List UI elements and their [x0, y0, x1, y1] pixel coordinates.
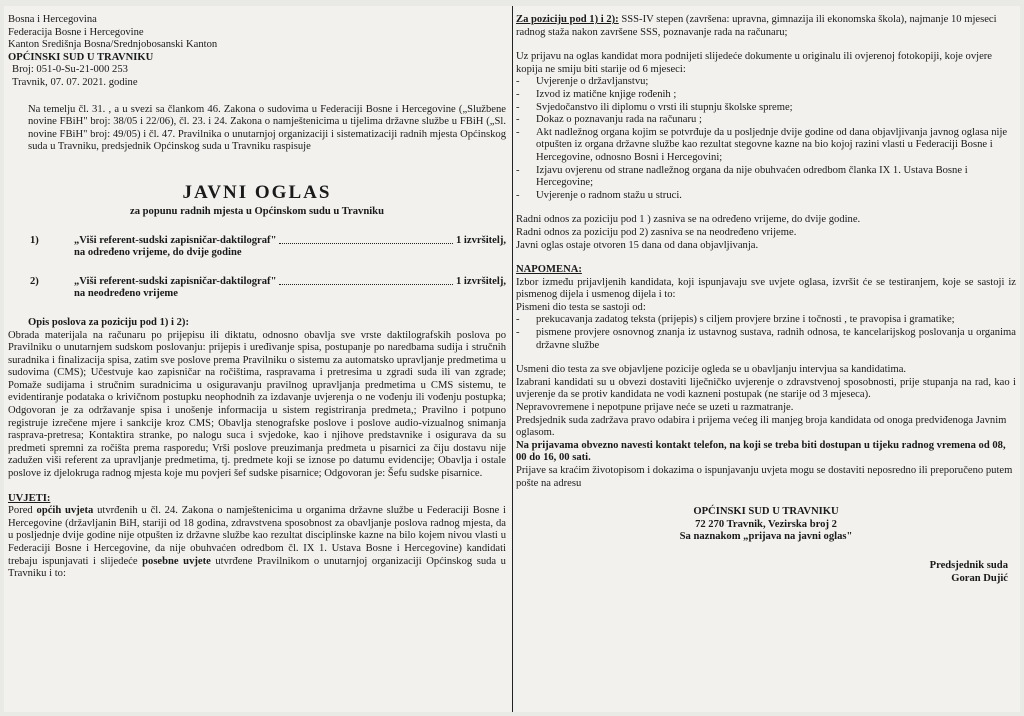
- position-name: „Viši referent-sudski zapisničar-daktilograf": [74, 234, 277, 246]
- court-name: OPĆINSKI SUD U TRAVNIKU: [8, 51, 154, 63]
- special-conditions-label: Za poziciju pod 1) i 2):: [516, 14, 619, 25]
- signature-name: Goran Dujić: [951, 572, 1008, 584]
- conditions-text: [8, 505, 506, 581]
- list-item: - Uvjerenje o radnom stažu u struci.: [516, 190, 1016, 203]
- special-conditions-text: SSS-IV stepen (završena: upravna, gimnazija ili ekonomska škola), najmanje 10 mjeseci radnog staža nakon završene SSS, poznavanje rada na računaru;: [516, 14, 997, 38]
- list-item: - Izjavu ovjerenu od strane nadležnog organa da nije obuhvaćen odredbom članka IX 1. Ustava Bosne i Hercegovine;: [516, 165, 1016, 190]
- header-line: Kanton Središnja Bosna/Srednjobosanski Kanton: [8, 39, 218, 51]
- oral-test: Usmeni dio testa za sve objavljene pozicije ogleda se u obavljanju intervjua sa kandidatima.: [516, 364, 907, 376]
- position-count: 1 izvršitelj,: [455, 275, 506, 287]
- list-item-text: Uvjerenje o državljanstvu;: [536, 76, 649, 88]
- conditions-special-label: posebne uvjete: [142, 555, 211, 567]
- medical-note: Izabrani kandidati su u obvezi dostaviti liječničko uvjerenje o zdravstvenoj sposobnosti, prije stupanja na rad, kao i uvjerenje da se protiv kandidata ne vodi kazneni postupak (ne starije od 3 mjeseca).: [516, 376, 1016, 401]
- address-street: 72 270 Travnik, Vezirska broj 2: [695, 518, 837, 530]
- notes-intro: Izbor između prijavljenih kandidata, koji ispunjavaju sve uvjete oglasa, izvršit će se testiranjem, koje se sastoji iz pismenog dijela i usmenog dijela i to:: [516, 276, 1016, 301]
- list-item-text: Svjedočanstvo ili diplomu o vrsti ili stupnju školske spreme;: [536, 101, 793, 113]
- signature-role: Predsjednik suda: [929, 559, 1008, 571]
- duties-text: Obrada materijala na računaru po prijepisu ili diktatu, odnosno obavlja sve vrste daktilografskih poslova po Pravilniku o unutarnjem sudskom poslovanju: prijepis i uređivanje spisa, postupanje po naredbama sudija i stručnih suradnika i finalizacija spisa, zatim sve poslove prema Pravilniku o sistemu za automatsko upravljanje predmetima u sudovima (CMS); Učestvuje kao zapisničar na ročištima, raspravama i pretresima u zgradi suda ili van zgrade; Pomaže sudijama i stručnim suradnicima u osiguravanju pravilnog upravljanja predmetima u CMS sistemu, te evidentiranje podataka o krivičnom postupku neophodnih za izdavanje uvjerenja o ne vođenju ili vođenju postupka; Odgovoran je za održavanje spisa i unošenje informacija u sistem registriranja predmeta,; Pravilno i potpuno registruje izrečene mjere i sankcije kroz CMS; Obavlja stenografske poslove i poslove audio-vizualnog snimanja rasprava-pretresa; Kontaktira stranke, po nalogu suca i svjedoke, kao i njihove predstavnike i osigurava da su predmeti spremni za ročišta prema rasporedu; Vrši poslove preuzimanja predmeta u pisarnici za čiju dostavu nije zadužen viši referent za upravljanje predmetima, tj. predmete koji se iznose po datumu evidencije; Obavlja i ostale poslove iz djelokruga radnog mjesta koje mu povjeri šef sudske pisarnice; Odgovoran je: Šefu sudske pisarnice.: [8, 329, 506, 480]
- header-line: Bosna i Hercegovina: [8, 14, 97, 25]
- conditions-part: Pored: [8, 505, 37, 517]
- list-item-text: pismene provjere osnovnog znanja iz ustavnog sustava, radnih odnosa, te kancelarijskog poslovanja u organima državne službe: [536, 327, 1016, 351]
- position-number: 1): [30, 234, 39, 246]
- term-line: Radni odnos za poziciju pod 1 ) zasniva se na određeno vrijeme, do dvije godine.: [516, 214, 861, 226]
- list-item-text: Izjavu ovjerenu od strane nadležnog organa da nije obuhvaćen odredbom članka IX 1. Ustava Bosne i Hercegovine;: [536, 164, 968, 189]
- special-conditions: [516, 14, 1016, 39]
- written-test-list: [516, 314, 1016, 352]
- list-item-text: Uvjerenje o radnom stažu u struci.: [536, 189, 682, 201]
- list-item: - Svjedočanstvo ili diplomu o vrsti ili stupnju školske spreme;: [516, 102, 1016, 115]
- right-column: [516, 6, 1016, 712]
- document-date: Travnik, 07. 07. 2021. godine: [12, 76, 138, 88]
- dot-leader: [279, 276, 453, 286]
- list-item: - Izvod iz matične knjige rođenih ;: [516, 89, 1016, 102]
- notes-heading: NAPOMENA:: [516, 264, 582, 276]
- documents-intro: Uz prijavu na oglas kandidat mora podnijeti slijedeće dokumente u originalu ili ovjerenoj fotokopiji, koje ovjere kopija ne smiju biti starije od 6 mjeseci:: [516, 51, 993, 75]
- list-item-text: prekucavanja zadatog teksta (prijepis) s ciljem provjere brzine i točnosti , te pravopisa i gramatike;: [536, 314, 955, 326]
- position-name: „Viši referent-sudski zapisničar-daktilograf": [74, 275, 277, 287]
- list-item: - prekucavanja zadatog teksta (prijepis) s ciljem provjere brzine i točnosti , te pravopisa i gramatike;: [516, 314, 1016, 327]
- term-line: Javni oglas ostaje otvoren 15 dana od dana objavljivanja.: [516, 239, 759, 251]
- dot-leader: [279, 235, 453, 245]
- list-item-text: Akt nadležnog organa kojim se potvrđuje da u posljednje dvije godine od dana objavljivanja javnog oglasa nije otpušten iz organa državne službe kao rezultat stegovne kazne na bio kojoj razini vlasti u Federaciji Bosne i Hercegovine, odnosno Bosni i Hercegovini;: [536, 126, 1008, 163]
- position-item: [8, 276, 506, 301]
- list-item: - pismene provjere osnovnog znanja iz ustavnog sustava, radnih odnosa, te kancelarijskog poslovanja u organima državne službe: [516, 327, 1016, 351]
- submit-note: Prijave sa kraćim životopisom i dokazima o ispunjavanju uvjeta mogu se dostaviti neposredno ili preporučeno putem pošte na adresu: [516, 465, 1013, 489]
- position-term: na određeno vrijeme, do dvije godine: [74, 247, 242, 259]
- document-title: JAVNI OGLAS: [182, 181, 332, 203]
- list-item: - Akt nadležnog organa kojim se potvrđuje da u posljednje dvije godine od dana objavljivanja javnog oglasa nije otpušten iz organa državne službe kao rezultat stegovne kazne na bio kojoj razini vlasti u Federaciji Bosne i Hercegovine, odnosno Bosni i Hercegovini;: [516, 127, 1016, 165]
- reserve-note: Predsjednik suda zadržava pravo odabira i prijema većeg ili manjeg broja kandidata od onoga predviđenoga Javnim oglasom.: [516, 414, 1007, 439]
- reference-number: Broj: 051-0-Su-21-000 253: [12, 64, 128, 76]
- term-line: Radni odnos za poziciju pod 2) zasniva se na neodređeno vrijeme.: [516, 226, 797, 238]
- conditions-general-label: općih uvjeta: [36, 505, 94, 517]
- legal-basis: Na temelju čl. 31. , a u svezi sa člankom 46. Zakona o sudovima u Federaciji Bosne i Hercegovine („Službene novine FBiH" broj: 38/05 i 22/06), čl. 23. i 24. Zakona o namještenicima u tijelima državne službe u FBiH („Sl. novine FBiH" broj: 49/05) i čl. 47. Pravilnika o unutarnjoj organizaciji i sistematizaciji radnih mjesta Općinskog suda u Travniku, predsjednik Općinskog suda u Travniku raspisuje: [28, 103, 506, 153]
- left-column: [8, 6, 513, 712]
- list-item: - Dokaz o poznavanju rada na računaru ;: [516, 114, 1016, 127]
- duties-heading: Opis poslova za poziciju pod 1) i 2):: [28, 316, 189, 328]
- document-subtitle: za popunu radnih mjesta u Općinskom sudu u Travniku: [130, 205, 384, 217]
- incomplete-note: Nepravovremene i nepotpune prijave neće se uzeti u razmatranje.: [516, 402, 794, 414]
- list-item: - Uvjerenje o državljanstvu;: [516, 76, 1016, 89]
- documents-list: [516, 76, 1016, 202]
- phone-note: Na prijavama obvezno navesti kontakt telefon, na koji se treba biti dostupan u tijeku radnog vremena od 08, 00 do 16, 00 sati.: [516, 439, 1006, 464]
- position-count: 1 izvršitelj,: [455, 234, 506, 246]
- position-number: 2): [30, 275, 39, 287]
- list-item-text: Izvod iz matične knjige rođenih ;: [536, 88, 677, 100]
- conditions-part: utvrđenih u čl. 24. Zakona o namještenicima u organima državne službe u Federaciji Bosne i Hercegovine (državljanin BiH, stariji od 18 godina, zdravstvena sposobnost za obavljanje poslova radnog mjesta, da u posljednje dvije godine nije otpušten iz državne službe kao rezultat disciplinske kazne na bilo kojem nivou vlasti u Federaciji Bosne i Hercegovine, da nije obuhvaćen odredbom čl. IX 1. Ustava Bosne i Hercegovine) kandidati trebaju ispunjavati i slijedeće: [8, 505, 506, 567]
- header-line: Federacija Bosne i Hercegovine: [8, 26, 144, 38]
- written-test-label: Pismeni dio testa se sastoji od:: [516, 301, 646, 313]
- letterhead: [8, 14, 506, 90]
- position-term: na neodređeno vrijeme: [74, 288, 178, 300]
- address-court: OPĆINSKI SUD U TRAVNIKU: [693, 506, 839, 518]
- conditions-part: utvrđene Pravilnikom o unutarnjoj organizaciji Općinskog suda u Travniku i to:: [8, 555, 506, 580]
- position-item: [8, 235, 506, 260]
- conditions-heading: UVJETI:: [8, 492, 51, 504]
- address-label: Sa naznakom „prijava na javni oglas": [679, 531, 853, 543]
- signature-block: [516, 560, 1016, 585]
- document-page: [4, 6, 1020, 712]
- list-item-text: Dokaz o poznavanju rada na računaru ;: [536, 114, 702, 126]
